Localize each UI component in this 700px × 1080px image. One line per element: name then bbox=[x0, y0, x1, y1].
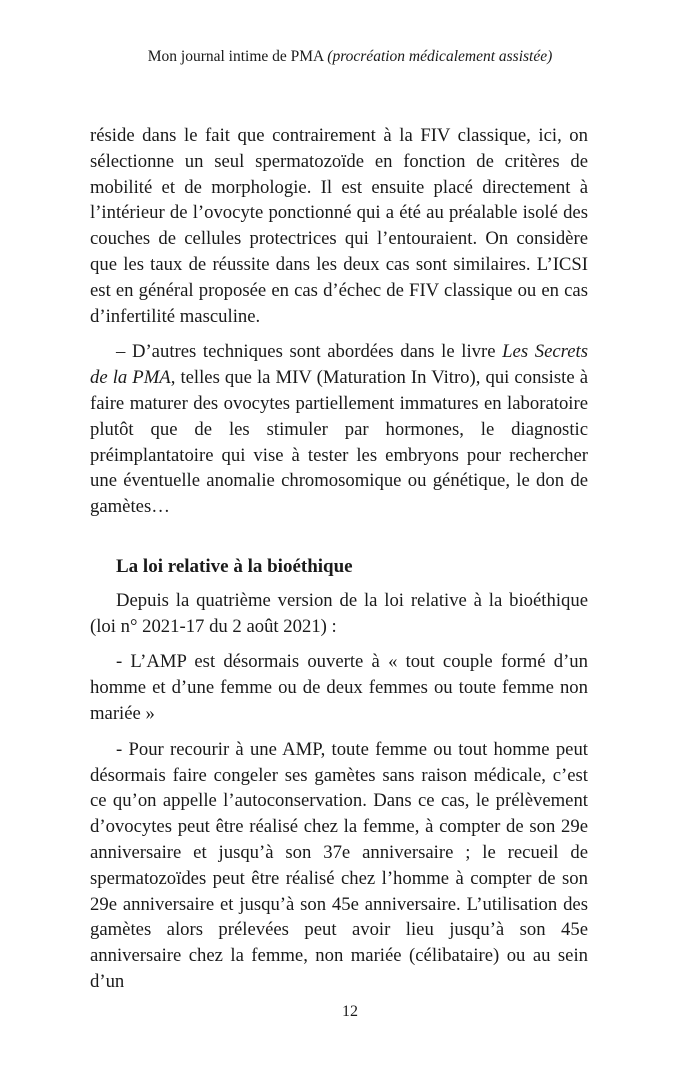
book-title: Les Secrets de la PMA bbox=[90, 341, 588, 389]
paragraph-other-techniques-end: , telles que la MIV (Maturation In Vitro), qui consiste à faire maturer des ovocytes partiellement immatures en laboratoire plutôt que de les stimuler par hormones, le diagnostic préimplantatoire qui vise à tester les embryons pour rechercher une éventuelle anomalie chromosomique ou génétique, le don de gamètes… bbox=[90, 367, 588, 518]
running-header bbox=[0, 47, 700, 67]
section-heading: La loi relative à la bioéthique bbox=[116, 555, 353, 577]
paragraph-other-techniques bbox=[90, 339, 588, 520]
paragraph-other-techniques-start: – D’autres techniques sont abordées dans le livre bbox=[116, 341, 503, 363]
paragraph-amp-open: - L’AMP est désormais ouverte à « tout couple formé d’un homme et d’une femme ou de deux femmes ou toute femme non mariée » bbox=[90, 651, 588, 724]
header-subtitle: (procréation médicalement assistée) bbox=[327, 48, 553, 65]
page-number: 12 bbox=[342, 1003, 358, 1020]
body-text bbox=[90, 123, 588, 995]
paragraph-law-intro: Depuis la quatrième version de la loi relative à la bioéthique (loi n° 2021-17 du 2 août 2021) : bbox=[90, 589, 588, 637]
paragraph-autoconservation: - Pour recourir à une AMP, toute femme ou tout homme peut désormais faire congeler ses gamètes sans raison médicale, c’est ce qu’on appelle l’autoconservation. Dans ce cas, le prélèvement d’ovocytes peut être réalisé chez la femme, à compter de son 29e anniversaire et jusqu’à son 37e anniversaire ; le recueil de spermatozoïdes peut être réalisé chez l’homme à compter de son 29e anniversaire et jusqu’à son 45e anniversaire. L’utilisation des gamètes alors prélevées peut avoir lieu jusqu’à son 45e anniversaire chez la femme, non mariée (célibataire) ou au sein d’un bbox=[90, 738, 588, 992]
paragraph-icsi-continued: réside dans le fait que contrairement à la FIV classique, ici, on sélectionne un seul spermatozoïde en fonction de critères de mobilité et de morphologie. Il est ensuite placé directement à l’intérieur de l’ovocyte ponctionné qui a été au préalable isolé des couches de cellules protectrices qui l’entouraient. On considère que les taux de réussite dans les deux cas sont similaires. L’ICSI est en général proposée en cas d’échec de FIV classique ou en cas d’infertilité masculine. bbox=[90, 125, 588, 327]
header-title: Mon journal intime de PMA bbox=[147, 48, 324, 65]
